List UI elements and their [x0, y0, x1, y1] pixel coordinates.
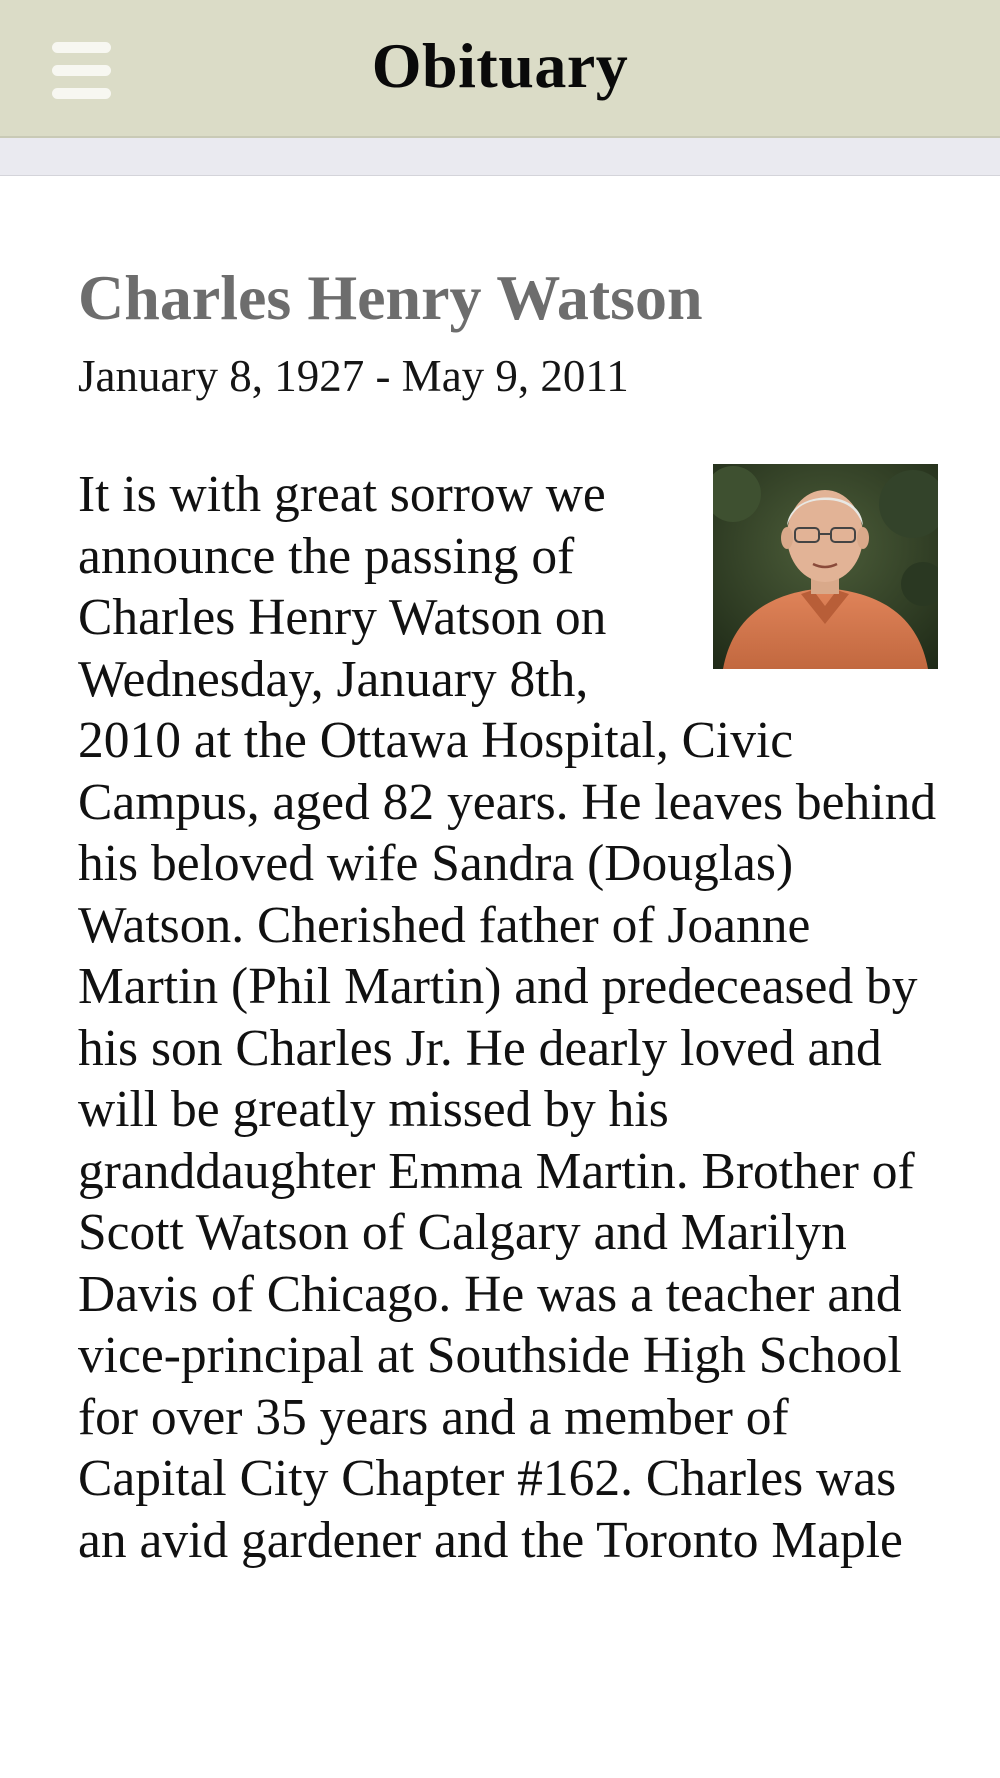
page-title: Obituary — [371, 30, 629, 101]
obituary-text: It is with great sorrow we announce the passing of Charles Henry Watson on Wednesday, January 8th, 2010 at the Ottawa Hospital, Civic Campus, aged 82 years. He leaves behind his beloved wife Sandra (Douglas) Watson. Cherished father of Joanne Martin (Phil Martin) and predeceased by his son Charles Jr. He dearly loved and will be greatly missed by his granddaughter Emma Martin. Brother of Scott Watson of Calgary and Marilyn Davis of Chicago. He was a teacher and vice-principal at Southside High School for over 35 years and a member of Capital City Chapter #162. Charles was an avid gardener and the Toronto Maple — [78, 466, 937, 1569]
app-header — [0, 0, 1000, 138]
life-dates: January 8, 1927 - May 9, 2011 — [78, 351, 629, 401]
header-divider-bar — [0, 138, 1000, 176]
obituary-content — [78, 258, 938, 1571]
portrait-photo — [713, 464, 938, 669]
obituary-body — [78, 464, 938, 1571]
deceased-name: Charles Henry Watson — [78, 262, 703, 333]
